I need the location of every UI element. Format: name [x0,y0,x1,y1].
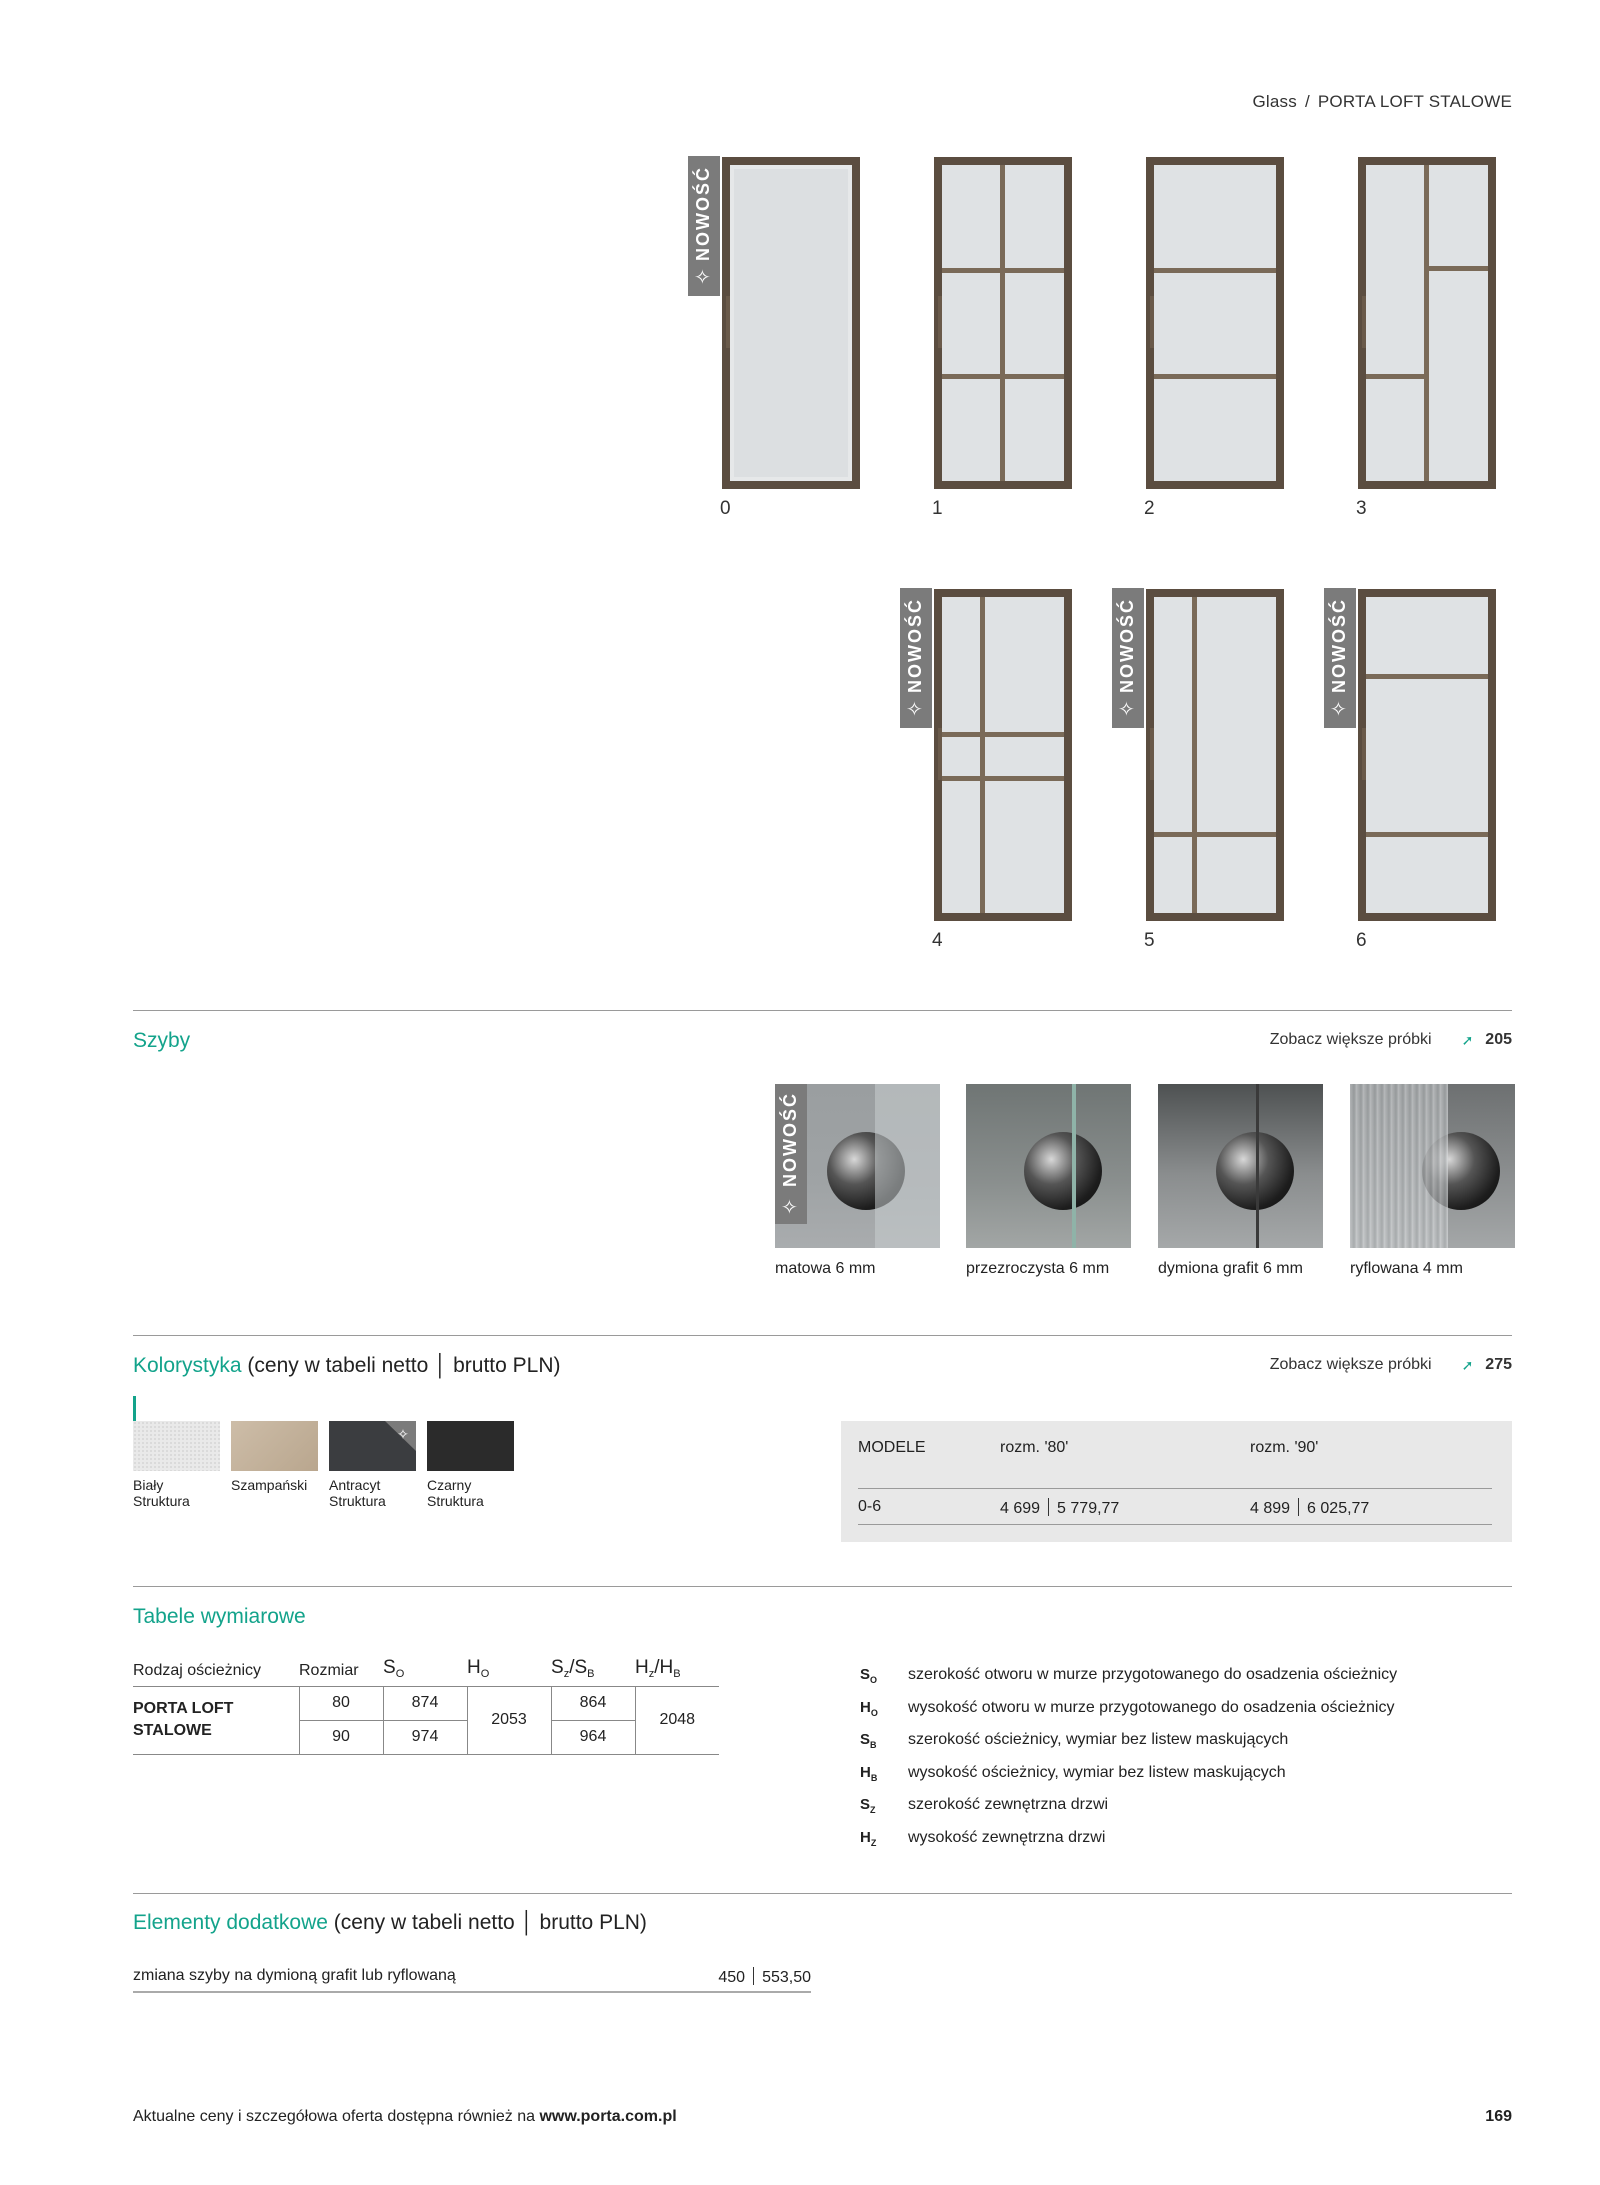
extra-item-row [133,1967,811,1993]
section-divider [133,1893,1512,1894]
price-table-row: 0-6 4 699 5 779,77 4 899 6 025,77 [858,1498,1370,1517]
door-image [1144,156,1286,490]
door-image [932,156,1074,490]
color-chip [427,1421,514,1471]
samples-link-label: Zobacz większe próbki [1269,1031,1432,1048]
door-number: 5 [1144,930,1155,951]
color-label: Antracyt Struktura [329,1477,386,1509]
glass-sample-image [775,1084,940,1248]
color-swatch-bialy[interactable] [133,1421,220,1509]
door-model-1[interactable] [932,156,1074,519]
star-icon: ✧ [781,1197,798,1219]
svg-text:✧: ✧ [397,1427,409,1443]
door-model-0[interactable] [693,156,862,519]
samples-page-number: 205 [1485,1031,1512,1048]
door-number: 4 [932,930,943,951]
new-badge: NOWOŚĆ ✧ [775,1084,807,1224]
color-label: Biały Struktura [133,1477,190,1509]
door-number: 6 [1356,930,1367,951]
color-label: Czarny Struktura [427,1477,484,1509]
new-badge: NOWOŚĆ ✧ [1324,588,1356,728]
arrow-up-right-icon: ➚ [1461,1031,1474,1048]
door-image [932,588,1074,922]
table-row: PORTA LOFT STALOWE 80 874 2053 864 2048 [133,1686,719,1720]
section-title-glass: Szyby [133,1029,191,1052]
door-model-3[interactable] [1356,156,1498,519]
extra-item-label: zmiana szyby na dymioną grafit lub ryflowaną [133,1967,456,1984]
price-table-header: MODELE rozm. '80' rozm. '90' [858,1439,1319,1456]
door-image [1356,156,1498,490]
star-icon: ✧ [1330,699,1347,721]
breadcrumb-section[interactable]: Glass [1252,92,1297,111]
footer-note: Aktualne ceny i szczegółowa oferta dostępna również na www.porta.com.pl [133,2108,677,2125]
door-image [1356,588,1498,922]
star-icon: ✧ [906,699,923,721]
new-badge: NOWOŚĆ ✧ [688,156,720,296]
color-samples-link[interactable] [1270,1356,1512,1374]
breadcrumb-separator: / [1304,92,1310,111]
color-label: Szampański [231,1477,308,1493]
glass-sample-image [1350,1084,1515,1248]
section-divider [133,1586,1512,1587]
section-title-dimensions: Tabele wymiarowe [133,1605,306,1628]
dimension-table: Rodzaj ościeżnicy Rozmiar $S_O$ $H_O$ $S_z/S_B$ $H_z/H_B$ PORTA LOFT STALOWE 80 874 2053 864 2048 90 974 964 [133,1656,719,1755]
legend-item: $S_B$ szerokość ościeżnicy, wymiar bez listew maskujących [860,1731,1289,1750]
dimension-legend [860,1666,1397,1861]
door-image [720,156,862,490]
glass-sample-image [1158,1084,1323,1248]
section-divider [133,1335,1512,1336]
door-number: 3 [1356,498,1367,519]
samples-link-label: Zobacz większe próbki [1269,1356,1432,1373]
door-number: 2 [1144,498,1155,519]
new-corner-icon [329,1421,416,1471]
glass-sample-dymiona-grafit[interactable] [1158,1084,1323,1278]
glass-sample-label: przezroczysta 6 mm [966,1260,1110,1277]
footer-link[interactable]: www.porta.com.pl [539,2108,677,2125]
legend-item: $H_B$ wysokość ościeżnicy, wymiar bez listew maskujących [860,1763,1286,1783]
glass-samples-link[interactable] [1270,1031,1512,1049]
color-swatch-czarny[interactable] [427,1421,514,1509]
glass-sample-label: ryflowana 4 mm [1350,1260,1463,1277]
legend-item: $H_O$ wysokość otworu w murze przygotowanego do osadzenia ościeżnicy [860,1698,1395,1718]
color-chip [133,1421,220,1471]
glass-sample-przezroczysta[interactable] [966,1084,1131,1278]
section-title-extras: Elementy dodatkowe (ceny w tabeli netto │ brutto PLN) [133,1911,647,1934]
page-number: 169 [1485,2108,1512,2125]
door-number: 0 [720,498,731,519]
color-swatch-antracyt[interactable] [329,1421,416,1509]
color-swatch-szampanski[interactable] [231,1421,318,1493]
section-divider [133,1010,1512,1011]
legend-item: $S_O$ szerokość otworu w murze przygotowanego do osadzenia ościeżnicy [860,1666,1398,1685]
arrow-up-right-icon: ➚ [1461,1356,1474,1373]
legend-item: $H_Z$ wysokość zewnętrzna drzwi [860,1828,1106,1848]
door-model-6[interactable] [1329,588,1498,951]
door-number: 1 [932,498,943,519]
new-badge: NOWOŚĆ ✧ [900,588,932,728]
price-table [841,1421,1512,1542]
glass-sample-label: dymiona grafit 6 mm [1158,1260,1303,1277]
section-title-colors: Kolorystyka (ceny w tabeli netto │ brutto PLN) [133,1354,561,1377]
glass-sample-ryflowana[interactable] [1350,1084,1515,1278]
breadcrumb [1252,92,1512,112]
legend-item: $S_Z$ szerokość zewnętrzna drzwi [860,1796,1109,1815]
door-model-5[interactable] [1117,588,1286,951]
new-badge: NOWOŚĆ ✧ [1112,588,1144,728]
breadcrumb-product[interactable]: PORTA LOFT STALOWE [1317,92,1512,111]
extra-item-price: 450 553,50 [718,1969,811,1986]
glass-sample-label: matowa 6 mm [775,1260,876,1277]
door-model-4[interactable] [905,588,1074,951]
glass-sample-image [966,1084,1131,1248]
star-icon: ✧ [1118,699,1135,721]
samples-page-number: 275 [1485,1356,1512,1373]
color-chip [329,1421,416,1471]
color-chip [231,1421,318,1471]
table-row: 90 974 964 [133,1720,719,1754]
star-icon: ✧ [694,267,711,289]
door-image [1144,588,1286,922]
glass-sample-matowa[interactable] [775,1084,940,1278]
door-model-2[interactable] [1144,156,1286,519]
